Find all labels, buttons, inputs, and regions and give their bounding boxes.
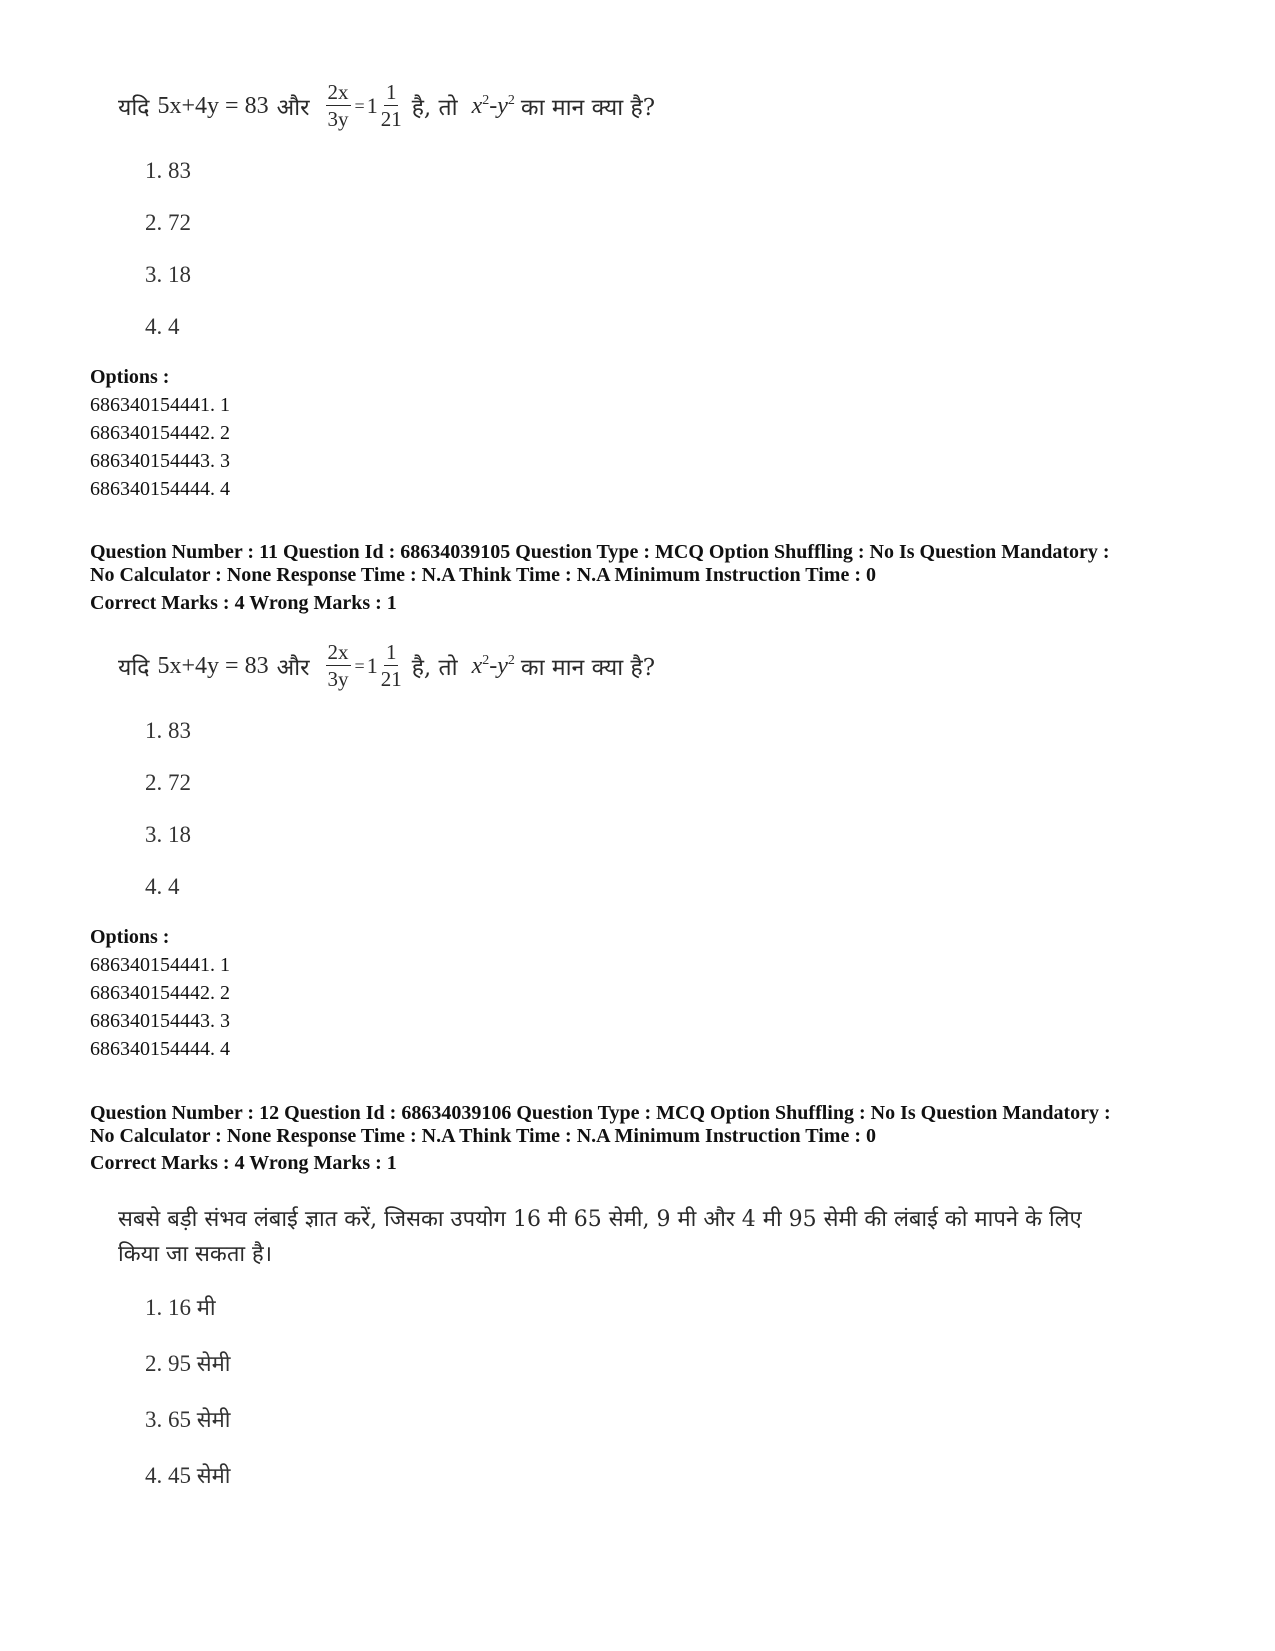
fraction: $\frac{2x}{3y}$ [327,80,349,131]
meta-line: Question Number : 11 Question Id : 68634039105 Question Type : MCQ Option Shuffling : No Is Question Mandatory : [90,541,1110,563]
question-text [118,642,655,690]
choice-1: 1. 83 [145,158,191,183]
question-text [118,82,655,130]
mixed-whole: 1 [366,93,378,118]
question-mid: है, तो [411,95,458,121]
meta-line: Question Number : 12 Question Id : 68634039106 Question Type : MCQ Option Shuffling : No Is Question Mandatory : [90,1102,1111,1124]
choice-3: 3. 65 सेमी [145,1407,231,1433]
question-suffix: का मान क्या है? [520,95,656,121]
choice-4: 4. 4 [145,874,180,899]
option-row: 686340154443. 3 [90,1010,230,1032]
question-prefix: यदि [118,655,150,681]
choice-2: 2. 72 [145,210,191,235]
meta-line: No Calculator : None Response Time : N.A Think Time : N.A Minimum Instruction Time : 0 [90,1125,876,1147]
question-text [118,1202,1158,1272]
option-row: 686340154444. 4 [90,478,230,500]
question-meta [90,541,1190,587]
mixed-fraction: $\frac{1}{21}$ [380,640,402,691]
choice-1: 1. 83 [145,718,191,743]
equation: 5x+4y = 83 [157,652,269,679]
fraction: $\frac{2x}{3y}$ [327,640,349,691]
option-row: 686340154443. 3 [90,450,230,472]
equals-sign: = [354,95,365,116]
equation: 5x+4y = 83 [157,92,269,119]
option-row: 686340154442. 2 [90,982,230,1004]
conjunction: और [276,95,310,121]
choice-3: 3. 18 [145,822,191,847]
marks-line: Correct Marks : 4 Wrong Marks : 1 [90,1152,397,1174]
expression: $x^2-y^2$ [471,92,515,119]
option-row: 686340154441. 1 [90,954,230,976]
option-row: 686340154444. 4 [90,1038,230,1060]
expression: $x^2-y^2$ [471,652,515,679]
choice-4: 4. 45 सेमी [145,1463,231,1489]
choice-2: 2. 72 [145,770,191,795]
choice-4: 4. 4 [145,314,180,339]
question-line: सबसे बड़ी संभव लंबाई ज्ञात करें, जिसका उपयोग 16 मी 65 सेमी, 9 मी और 4 मी 95 सेमी की लंबाई को मापने के लिए [118,1207,1082,1232]
meta-line: No Calculator : None Response Time : N.A Think Time : N.A Minimum Instruction Time : 0 [90,564,876,586]
options-label: Options : [90,366,170,388]
option-row: 686340154442. 2 [90,422,230,444]
mixed-whole: 1 [366,653,378,678]
choice-3: 3. 18 [145,262,191,287]
question-suffix: का मान क्या है? [520,655,656,681]
marks-line: Correct Marks : 4 Wrong Marks : 1 [90,592,397,614]
option-row: 686340154441. 1 [90,394,230,416]
question-meta [90,1102,1190,1148]
equals-sign: = [354,655,365,676]
conjunction: और [276,655,310,681]
choice-2: 2. 95 सेमी [145,1351,231,1377]
question-line: किया जा सकता है। [118,1242,273,1267]
options-label: Options : [90,926,170,948]
choice-1: 1. 16 मी [145,1295,216,1321]
mixed-fraction: $\frac{1}{21}$ [380,80,402,131]
question-mid: है, तो [411,655,458,681]
question-prefix: यदि [118,95,150,121]
